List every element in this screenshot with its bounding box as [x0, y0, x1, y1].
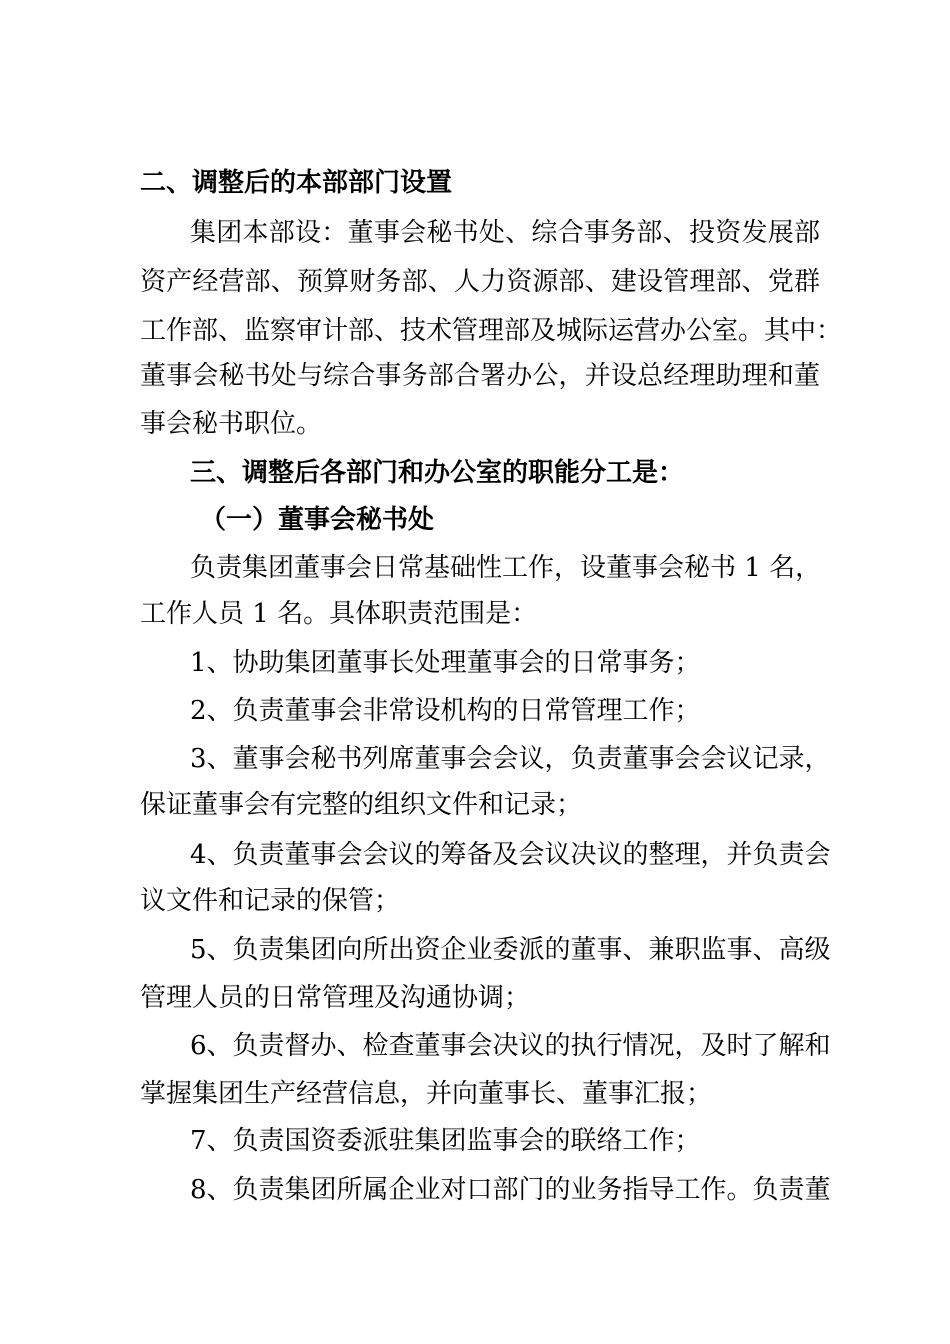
list-item-continuation: 掌握集团生产经营信息，并向董事长、董事汇报； [140, 1079, 713, 1109]
list-item: 6、负责督办、检查董事会决议的执行情况，及时了解和 [190, 1031, 831, 1061]
list-item: 3、董事会秘书列席董事会会议，负责董事会会议记录， [190, 744, 831, 774]
paragraph-line: 工作人员 1 名。具体职责范围是： [140, 599, 538, 629]
paragraph-line: 负责集团董事会日常基础性工作，设董事会秘书 1 名， [190, 553, 822, 583]
paragraph-line: 集团本部设：董事会秘书处、综合事务部、投资发展部 [190, 218, 820, 248]
paragraph-line: 董事会秘书处与综合事务部合署办公，并设总经理助理和董 [140, 361, 820, 391]
subsection-heading: （一）董事会秘书处 [200, 505, 435, 535]
list-item: 5、负责集团向所出资企业委派的董事、兼职监事、高级 [190, 935, 831, 965]
list-item-continuation: 保证董事会有完整的组织文件和记录； [140, 790, 583, 820]
section-heading: 二、调整后的本部部门设置 [140, 168, 453, 198]
paragraph-line: 工作部、监察审计部、技术管理部及城际运营办公室。其中： [140, 316, 843, 346]
list-item-continuation: 管理人员的日常管理及沟通协调； [140, 983, 531, 1013]
list-item: 1、协助集团董事长处理董事会的日常事务； [190, 648, 701, 678]
list-item: 7、负责国资委派驻集团监事会的联络工作； [190, 1126, 701, 1156]
list-item: 2、负责董事会非常设机构的日常管理工作； [190, 696, 701, 726]
list-item: 8、负责集团所属企业对口部门的业务指导工作。负责董 [190, 1175, 831, 1205]
paragraph-line: 资产经营部、预算财务部、人力资源部、建设管理部、党群 [140, 267, 820, 297]
list-item-continuation: 议文件和记录的保管； [140, 886, 401, 916]
list-item: 4、负责董事会会议的筹备及会议决议的整理，并负责会 [190, 840, 831, 870]
section-heading: 三、调整后各部门和办公室的职能分工是： [190, 458, 685, 488]
paragraph-line: 事会秘书职位。 [140, 409, 323, 439]
